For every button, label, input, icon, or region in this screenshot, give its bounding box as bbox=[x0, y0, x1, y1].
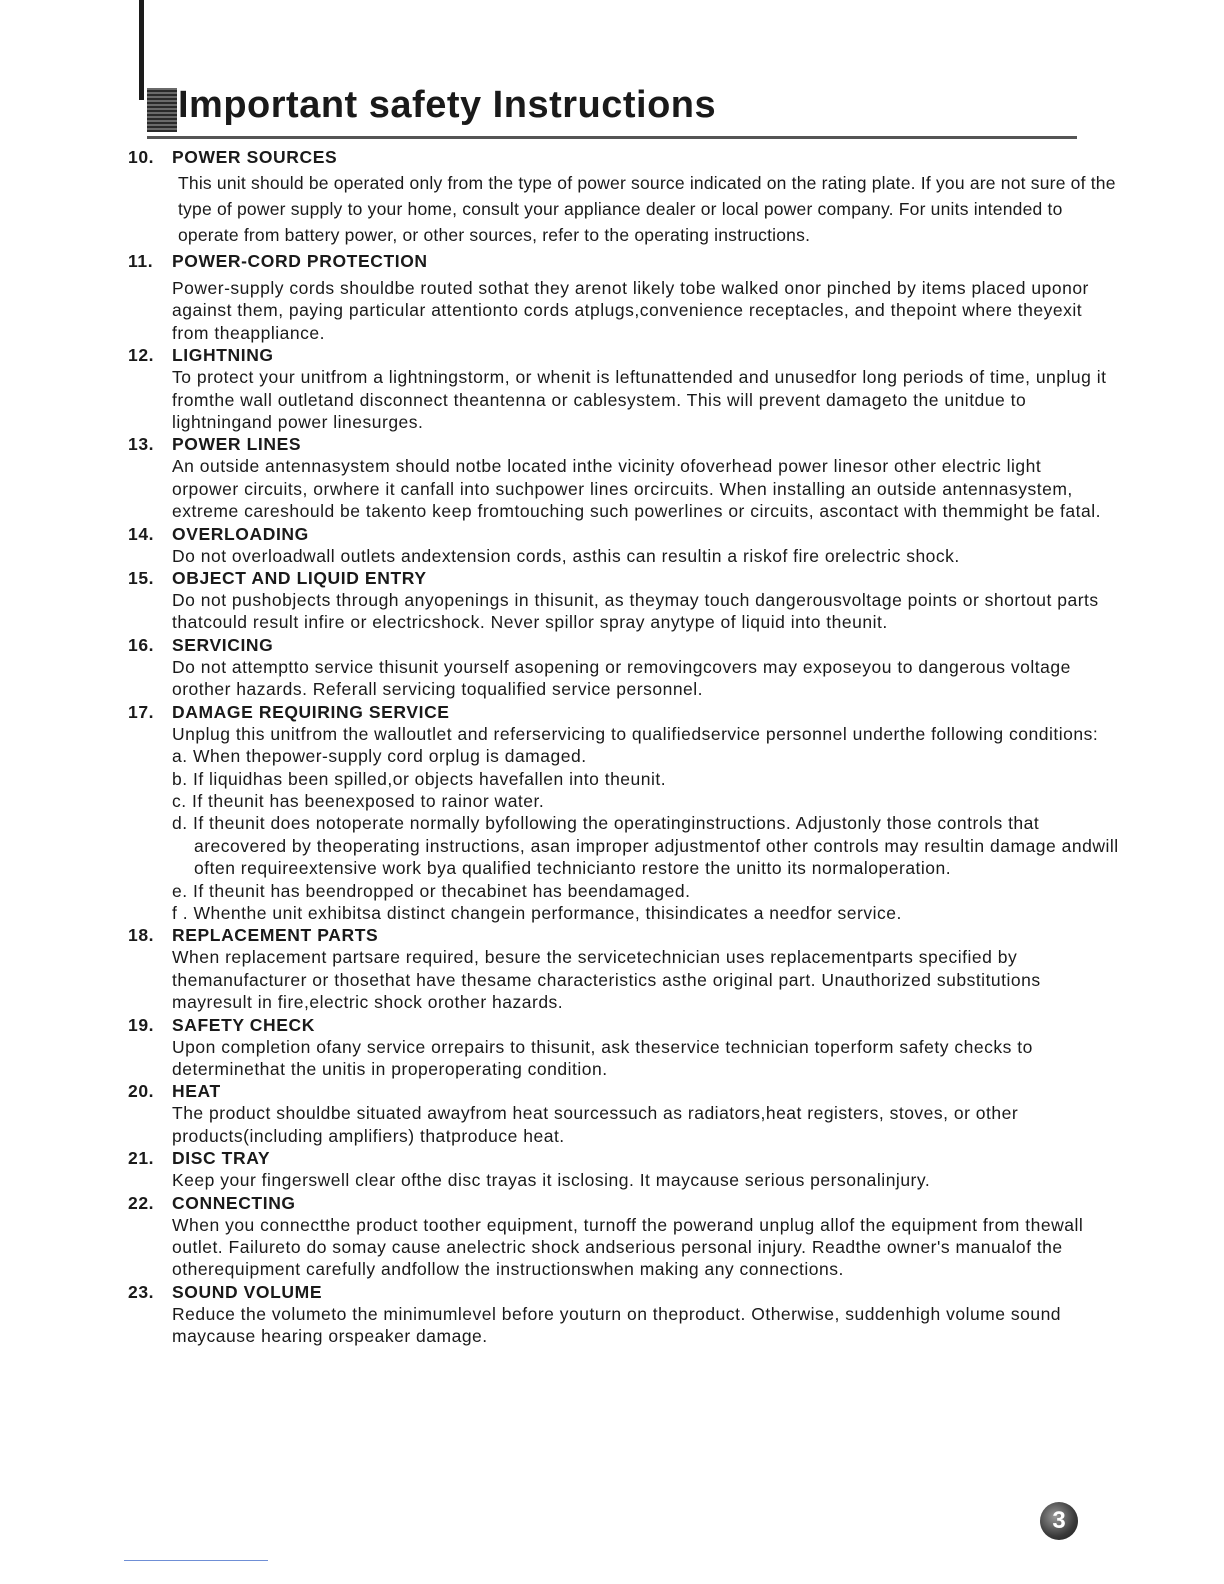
section-object-and-liquid-entry bbox=[128, 567, 1118, 634]
section-title: SOUND VOLUME bbox=[172, 1281, 323, 1302]
section-number: 17. bbox=[128, 701, 155, 722]
section-heading bbox=[128, 433, 1118, 455]
section-heading bbox=[128, 567, 1118, 589]
section-heading bbox=[128, 1192, 1118, 1214]
section-text: Do not attemptto service thisunit yourself asopening or removingcovers may exposeyou to dangerous voltage orother hazards. Referall servicing toqualified service personnel. bbox=[172, 656, 1071, 700]
section-number: 13. bbox=[128, 434, 155, 455]
section-power-cord-protection bbox=[128, 250, 1118, 344]
title-marker-block bbox=[147, 88, 177, 132]
section-number: 19. bbox=[128, 1014, 155, 1035]
section-heading bbox=[128, 523, 1118, 545]
section-disc-tray bbox=[128, 1147, 1118, 1191]
section-connecting bbox=[128, 1192, 1118, 1281]
section-power-lines bbox=[128, 433, 1118, 522]
section-title: SAFETY CHECK bbox=[172, 1014, 316, 1035]
section-number: 14. bbox=[128, 523, 155, 544]
section-title: LIGHTNING bbox=[172, 345, 274, 366]
section-title: DISC TRAY bbox=[172, 1148, 271, 1169]
section-heading bbox=[128, 146, 1118, 168]
section-safety-check bbox=[128, 1014, 1118, 1081]
section-heading bbox=[128, 1080, 1118, 1102]
section-heading bbox=[128, 701, 1118, 723]
section-number: 16. bbox=[128, 634, 155, 655]
condition-item: c. If theunit has beenexposed to rainor water. bbox=[172, 790, 545, 811]
section-heading bbox=[128, 924, 1118, 946]
section-text: Do not pushobjects through anyopenings in thisunit, as theymay touch dangerousvoltage points or shortout parts thatcould result infire or electricshock. Never spillor spray anytype of liquid into theunit. bbox=[172, 590, 1099, 633]
section-text: Reduce the volumeto the minimumlevel before youturn on theproduct. Otherwise, suddenhigh volume sound maycause hearing orspeaker damage. bbox=[172, 1303, 1062, 1347]
section-title: REPLACEMENT PARTS bbox=[172, 925, 379, 946]
section-lightning bbox=[128, 344, 1118, 433]
section-title: DAMAGE REQUIRING SERVICE bbox=[172, 701, 450, 722]
section-title: OBJECT AND LIQUID ENTRY bbox=[172, 568, 427, 589]
page-title: Important safety Instructions bbox=[178, 84, 717, 126]
section-text: Upon completion ofany service orrepairs to thisunit, ask theservice technician toperform safety checks to determinethat the unitis in properoperating condition. bbox=[172, 1036, 1033, 1079]
section-heading bbox=[128, 634, 1118, 656]
section-text: An outside antennasystem should notbe located inthe vicinity ofoverhead power linesor other electric light orpower circuits, orwhere it canfall into suchpower lines orcircuits. When installing an outside antennasystem, extreme careshould be takento keep fromtouching such powerlines or circuits, ascontact with themmight be fatal. bbox=[172, 456, 1101, 522]
section-text: The product shouldbe situated awayfrom heat sourcessuch as radiators,heat registers, stoves, or other products(including amplifiers) thatproduce heat. bbox=[172, 1103, 1019, 1146]
section-sound-volume bbox=[128, 1281, 1118, 1348]
condition-item: b. If liquidhas been spilled,or objects havefallen into theunit. bbox=[172, 768, 667, 789]
section-servicing bbox=[128, 634, 1118, 701]
section-heading bbox=[128, 1014, 1118, 1036]
section-number: 21. bbox=[128, 1148, 155, 1169]
section-replacement-parts bbox=[128, 924, 1118, 1013]
section-text: Unplug this unitfrom the walloutlet and referservicing to qualifiedservice personnel underthe following conditions: bbox=[172, 723, 1099, 744]
section-title: HEAT bbox=[172, 1081, 221, 1102]
condition-item: d. If theunit does notoperate normally byfollowing the operatinginstructions. Adjustonly those controls that arecovered by theoperating instructions, asan improper adjustmentof other controls may resultin damage andwill often requireextensive work bya qualified technicianto restore the unitto its normaloperation. bbox=[172, 813, 1119, 879]
section-title: POWER SOURCES bbox=[172, 147, 338, 167]
section-damage-requiring-service bbox=[128, 701, 1118, 925]
section-text: When you connectthe product toother equipment, turnoff the powerand unplug allof the equipment from thewall outlet. Failureto do somay cause anelectric shock andserious personal injury. Readthe owner's manualof the otherequipment carefully andfollow the instructionswhen making any connections. bbox=[172, 1214, 1084, 1280]
condition-item: e. If theunit has beendropped or thecabinet has beendamaged. bbox=[172, 880, 691, 901]
section-title: POWER LINES bbox=[172, 434, 302, 455]
section-heading bbox=[128, 344, 1118, 366]
section-text: When replacement partsare required, besure the servicetechnician uses replacementparts specified by themanufacturer or thosethat have thesame characteristics asthe original part. Unauthorized substitutions mayresult in fire,electric shock orother hazards. bbox=[172, 947, 1041, 1013]
section-number: 15. bbox=[128, 568, 155, 589]
section-title: OVERLOADING bbox=[172, 523, 309, 544]
section-title: SERVICING bbox=[172, 634, 274, 655]
section-text: Do not overloadwall outlets andextension cords, asthis can resultin a riskof fire orelectric shock. bbox=[172, 545, 960, 566]
footer-line bbox=[124, 1560, 268, 1561]
condition-item: a. When thepower-supply cord orplug is damaged. bbox=[172, 746, 587, 767]
condition-item: f . Whenthe unit exhibitsa distinct changein performance, thisindicates a needfor service. bbox=[172, 902, 902, 923]
section-number: 23. bbox=[128, 1281, 155, 1302]
page-margin-line bbox=[139, 0, 144, 100]
section-overloading bbox=[128, 523, 1118, 567]
section-title: CONNECTING bbox=[172, 1192, 296, 1213]
page-number-badge: 3 bbox=[1040, 1502, 1078, 1540]
section-heat bbox=[128, 1080, 1118, 1147]
section-text: Power-supply cords shouldbe routed sothat they arenot likely tobe walked onor pinched by items placed uponor against them, paying particular attentionto cords atplugs,convenience receptacles, and thepoint where theyexit from theappliance. bbox=[172, 278, 1089, 343]
section-text: To protect your unitfrom a lightningstorm, or whenit is leftunattended and unusedfor long periods of time, unplug it fromthe wall outletand disconnect theantenna or cablesystem. This will prevent damageto the unitdue to lightningand power linesurges. bbox=[172, 367, 1107, 433]
section-number: 22. bbox=[128, 1192, 155, 1213]
section-heading bbox=[128, 1147, 1118, 1169]
section-number: 10. bbox=[128, 147, 155, 167]
section-number: 12. bbox=[128, 345, 155, 366]
section-text: This unit should be operated only from the type of power source indicated on the rating plate. If you are not sure of the type of power supply to your home, consult your appliance dealer or local power company. For units intended to operate from battery power, or other sources, refer to the operating instructions. bbox=[178, 173, 1116, 245]
section-heading bbox=[128, 1281, 1118, 1303]
section-number: 20. bbox=[128, 1081, 155, 1102]
section-title: POWER-CORD PROTECTION bbox=[172, 251, 428, 271]
section-number: 18. bbox=[128, 925, 155, 946]
section-text: Keep your fingerswell clear ofthe disc trayas it isclosing. It maycause serious personalinjury. bbox=[172, 1170, 931, 1191]
section-heading bbox=[128, 250, 1118, 272]
section-power-sources bbox=[128, 146, 1118, 248]
section-number: 11. bbox=[128, 251, 154, 271]
safety-instructions-list bbox=[128, 146, 1118, 1348]
title-rule bbox=[147, 136, 1077, 139]
